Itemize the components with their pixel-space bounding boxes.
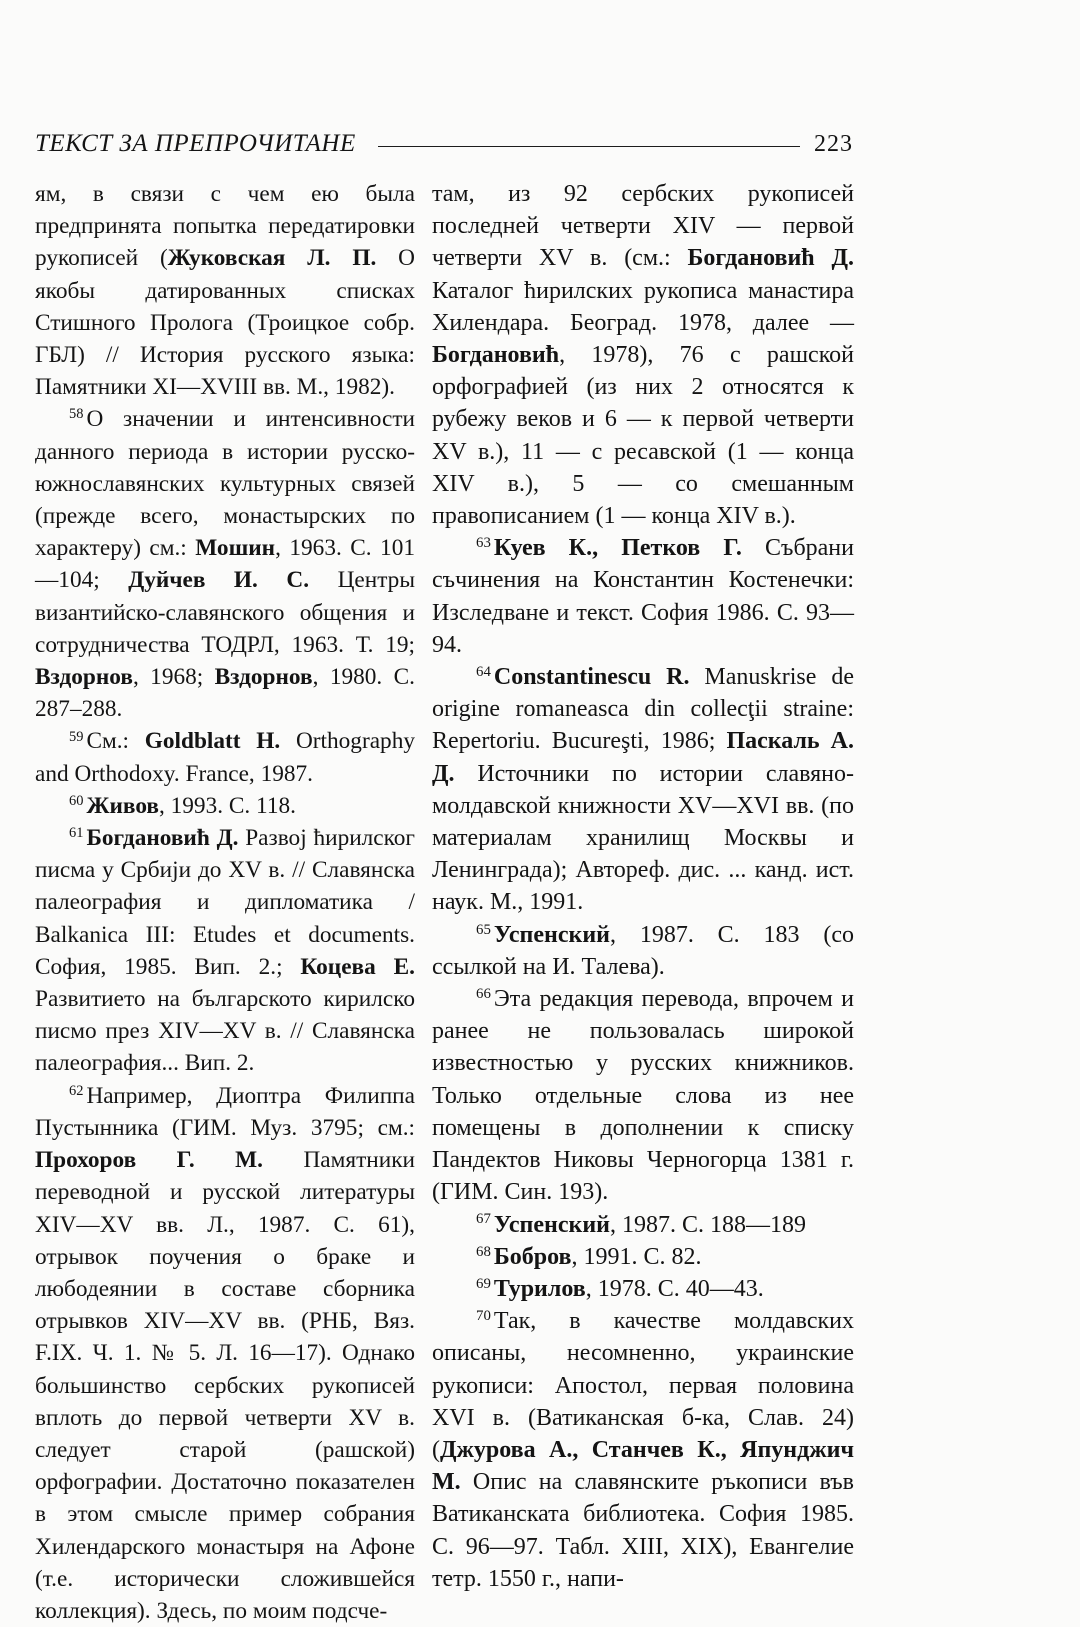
cited-author: Успенский (493, 1211, 610, 1238)
footnote (35, 1080, 415, 1627)
footnote-text: Так, в качестве молдавских описаны, несомненно, украинские рукописи: Апостол, первая половина XVI в. (Ватиканская б-ка, Слав. 24) ( (432, 1308, 854, 1463)
footnote-text: , 1987. С. 183 (со ссылкой на И. Талева). (432, 921, 854, 980)
footnote-text: Развитието на българското кирилско писмо през XIV—XV в. // Славянска палеография... Вип. 2. (35, 986, 415, 1077)
footnote-text: Събрани съчинения на Константин Костенечки: Изследване и текст. София 1986. С. 93—94. (432, 535, 854, 658)
footnote-text: Эта редакция перевода, впрочем и ранее не пользовалась широкой известностью у русских книжников. Только отдельные слова из нее помещены в дополнении к списку Пандектов Никовы Черногорца 1381 г. (ГИМ. Син. 193). (432, 986, 854, 1206)
footnote (432, 1273, 854, 1305)
footnote-text: Например, Диоптра Филиппа Пустынника (ГИМ. Муз. 3795; см.: (35, 1082, 415, 1141)
footnote-number: 69 (476, 1275, 491, 1292)
footnote-number: 70 (476, 1307, 491, 1324)
footnote-number: 64 (476, 663, 491, 680)
left-column (35, 178, 415, 1627)
footnote-text: , 1963. С. 101—104; (35, 535, 415, 594)
footnote-text: , 1968; (132, 664, 215, 691)
footnote-text: Центры византийско-славянского общения и сотрудничества ТОДРЛ, 1963. Т. 19; (35, 567, 415, 658)
footnote-continuation (35, 178, 415, 403)
footnote-text: Manuskrise de origine romaneasca din collecţii straine: Repertoriu. Bucureşti, 1986; (432, 664, 854, 755)
cited-author: Бобров (493, 1243, 572, 1270)
cited-author: Живов (86, 792, 159, 819)
cited-author: Жуковская Л. П. (167, 245, 377, 272)
footnote-text: , 1987. С. 188—189 (610, 1211, 807, 1238)
cited-author: Коцева Е. (300, 953, 416, 980)
footnote (432, 983, 854, 1208)
footnote (432, 1209, 854, 1241)
footnote-text: О значении и интенсивности данного периода в истории русско-южнославянских культурных связей (прежде всего, монастырских по характеру) см.: (35, 406, 415, 562)
cited-author: Вздорнов (35, 664, 133, 691)
header-rule (378, 146, 800, 147)
cited-author: Богдановић (432, 342, 560, 369)
footnote (432, 1305, 854, 1595)
footnote-number: 65 (476, 921, 491, 938)
footnote-text: Orthography and Orthodoxy. France, 1987. (35, 728, 415, 787)
cited-author: Турилов (493, 1275, 586, 1302)
cited-author: Успенский (493, 921, 610, 948)
footnote-number: 61 (69, 825, 84, 842)
running-head (35, 124, 853, 164)
footnote (432, 532, 854, 661)
footnote (35, 725, 415, 789)
footnote-number: 62 (69, 1082, 84, 1099)
cited-author: Constantinescu R. (493, 664, 690, 691)
footnote (432, 661, 854, 919)
footnote-number: 58 (69, 406, 84, 423)
footnote (35, 403, 415, 725)
footnote-number: 68 (476, 1243, 491, 1260)
footnote-number: 59 (69, 728, 84, 745)
footnote-text: Источники по истории славяно-молдавской книжности XV—XVI вв. (по материалам хранилищ Москвы и Ленинграда); Автореф. дис. ... канд. ист. наук. М., 1991. (432, 760, 854, 916)
footnote-text: там, из 92 сербских рукописей последней четверти XIV — первой четверти XV в. (см.: (432, 181, 854, 272)
footnote-number: 67 (476, 1211, 491, 1228)
cited-author: Прохоров Г. М. (35, 1147, 263, 1174)
cited-author: Богдановић Д. (86, 825, 239, 852)
footnote (35, 790, 415, 822)
footnote-text: Каталог ћирилских рукописа манастира Хилендара. Београд. 1978, далее — (432, 277, 854, 336)
footnote-text: , 1980. С. 287–288. (35, 664, 415, 723)
footnote-text: Памятники переводной и русской литературы XIV—XV вв. Л., 1987. С. 61), отрывок поучения о браке и любодеянии в составе сборника отрывков XIV—XV вв. (РНБ, Вяз. F.IX. Ч. 1. № 5. Л. 16—17). Однако большинство сербских рукописей вплоть до первой четверти XV в. следует старой (рашской) орфографии. Достаточно показателен в этом смысле пример собрания Хилендарского монастыря на Афоне (т.е. исторически сложившейся коллекция). Здесь, по моим подсче- (35, 1147, 415, 1624)
cited-author: Вздорнов (214, 664, 313, 691)
footnote-text: Развој ћирилског писма у Србији до XV в. // Славянска палеография и дипломатика / Balkanica III: Etudes et documents. София, 1985. Вип. 2.; (35, 825, 415, 980)
cited-author: Мошин (195, 535, 276, 562)
footnote-text: , 1993. С. 118. (158, 792, 296, 819)
cited-author: Джурова А., Станчев К., Япунджич М. (432, 1436, 854, 1496)
footnote (35, 822, 415, 1080)
footnote-text: О якобы датированных списках Стишного Пролога (Троицкое собр. ГБЛ) // История русского языка: Памятники XI—XVIII вв. М., 1982). (35, 245, 415, 401)
footnote-text: , 1991. С. 82. (571, 1243, 702, 1270)
cited-author: Goldblatt H. (144, 728, 281, 755)
footnote (432, 919, 854, 983)
footnote-number: 63 (476, 535, 491, 552)
running-title: ТЕКСТ ЗА ПРЕПРОЧИТАНЕ (35, 130, 356, 157)
footnote (432, 1241, 854, 1273)
page-number: 223 (814, 130, 853, 157)
cited-author: Паскаль А. Д. (432, 728, 855, 787)
cited-author: Дуйчев И. С. (128, 567, 310, 594)
footnote-text: Опис на славянските ръкописи във Ватиканската библиотека. София 1985. С. 96—97. Табл. XIII, XIX), Евангелие тетр. 1550 г., напи- (432, 1469, 854, 1592)
right-column (432, 178, 854, 1595)
footnote-number: 66 (476, 985, 491, 1002)
footnote-continuation (432, 178, 854, 532)
footnote-text: , 1978. С. 40—43. (585, 1275, 764, 1302)
cited-author: Куев К., Петков Г. (493, 535, 742, 562)
footnote-text: , 1978), 76 с рашской орфографией (из них 2 относятся к рубежу веков и 6 — к первой четверти XV в.), 11 — с ресавской (1 — конца XIV в.), 5 — со смешанным правописанием (1 — конца XIV в.). (432, 342, 854, 530)
cited-author: Богдановић Д. (687, 245, 854, 272)
footnote-number: 60 (69, 792, 84, 809)
footnote-text: См.: (86, 728, 145, 755)
footnote-text: ям, в связи с чем ею была предпринята попытка передатировки рукописей ( (35, 181, 415, 272)
